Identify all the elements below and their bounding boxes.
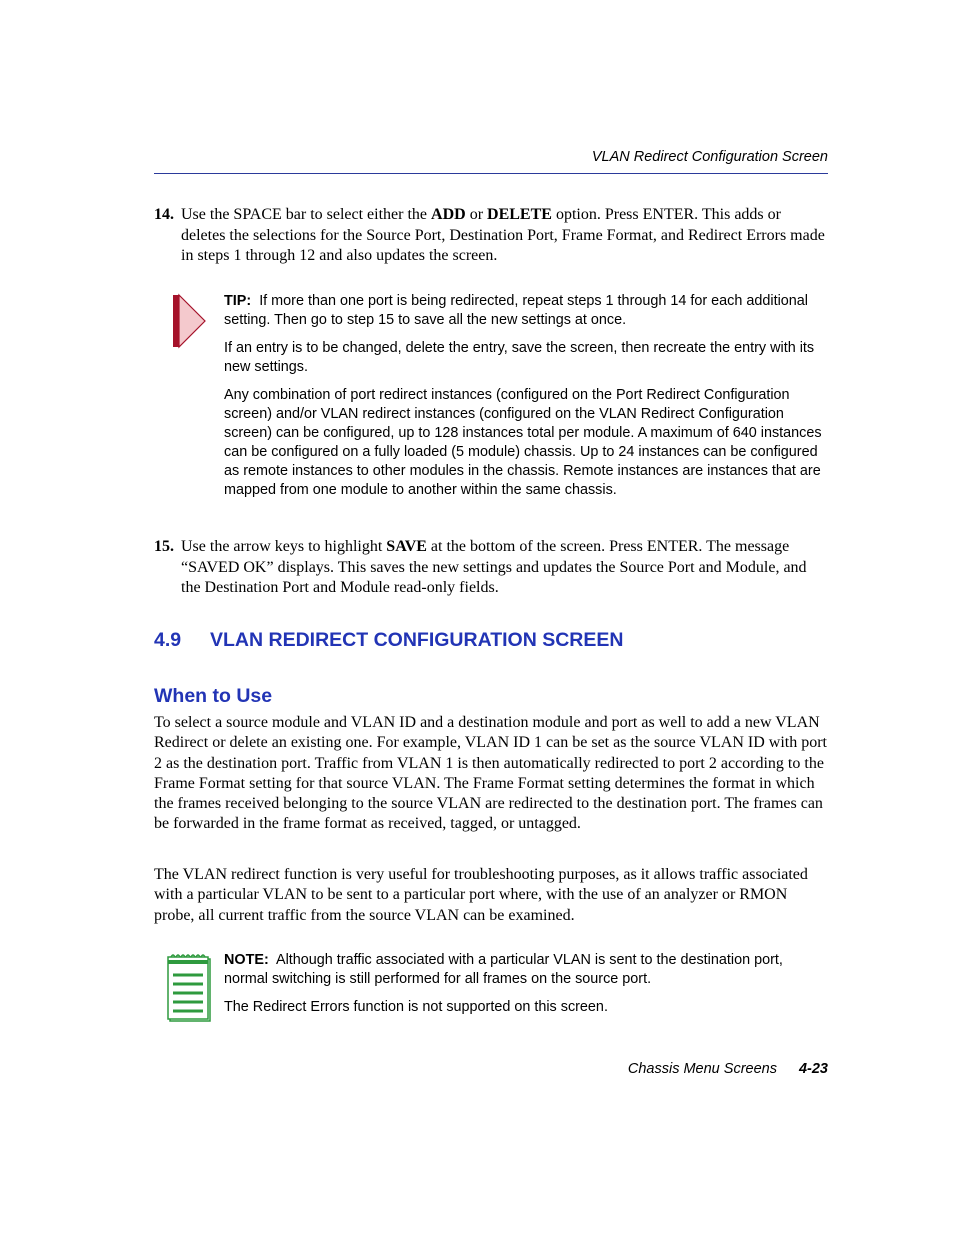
page-footer (628, 1061, 828, 1077)
tip-label: TIP: (224, 293, 252, 309)
section-title: VLAN REDIRECT CONFIGURATION SCREEN (210, 629, 624, 651)
step-14 (154, 205, 828, 267)
step-text-part: or (465, 206, 488, 223)
page-number: 4-23 (798, 1061, 828, 1077)
step-text (181, 537, 828, 599)
step-text-part: Use the SPACE bar to select either the (181, 206, 432, 223)
note-paragraph: The Redirect Errors function is not supported on this screen. (224, 999, 608, 1015)
body-paragraph: To select a source module and VLAN ID and a destination module and port as well to add a new VLAN Redirect or delete an existing one. For example, VLAN ID 1 can be set as the source VLAN ID with port 2 as the destination port. Traffic from VLAN 1 is then automatically redirected to port 2 according to the Frame Format setting for that source VLAN. The Frame Format setting determines the format in which the frames received belonging to the source VLAN are redirected to the destination port. The frames can be forwarded in the frame format as received, tagged, or untagged. (154, 714, 827, 833)
tip-callout (224, 292, 830, 509)
tip-paragraph: If an entry is to be changed, delete the entry, save the screen, then recreate the entry with its new settings. (224, 340, 815, 375)
delete-keyword: DELETE (487, 206, 552, 223)
step-text-part: at the bottom of the screen. Press ENTER. The message “SAVED OK” displays. This saves the new settings and updates the Source Port and Module, and the Destination Port and Module read-only fields. (181, 538, 807, 596)
step-text-part: option. Press ENTER. This adds or deletes the selections for the Source Port, Destination Port, Frame Format, and Redirect Errors made in steps 1 through 12 and also updates the screen. (181, 206, 825, 264)
step-text (181, 205, 828, 267)
section-heading (154, 629, 623, 652)
note-label: NOTE: (224, 952, 269, 968)
step-text-part: Use the arrow keys to highlight (181, 538, 387, 555)
add-keyword: ADD (431, 206, 466, 223)
tip-arrow-icon (171, 292, 207, 350)
tip-text: If more than one port is being redirected, repeat steps 1 through 14 for each additional setting. Then go to step 15 to save all the new settings at once. (224, 293, 808, 328)
notepad-icon (166, 953, 212, 1023)
tip-paragraph (224, 292, 830, 330)
subheading-when-to-use: When to Use (154, 685, 273, 707)
section-number: 4.9 (154, 629, 182, 651)
save-keyword: SAVE (386, 538, 427, 555)
step-15 (154, 537, 828, 599)
running-header: VLAN Redirect Configuration Screen (591, 149, 828, 165)
tip-paragraph: Any combination of port redirect instances (configured on the Port Redirect Configuration screen) and/or VLAN redirect instances (configured on the VLAN Redirect Configuration screen) can be configured, up to 128 instances total per module. A maximum of 640 instances can be configured on a fully loaded (5 module) chassis. Up to 24 instances can be configured as remote instances to other modules in the chassis. Remote instances are instances that are mapped from one module to another within the same chassis. (224, 387, 822, 498)
note-paragraph (224, 951, 830, 989)
note-callout (224, 951, 830, 1026)
step-number: 14. (154, 206, 174, 223)
footer-chapter: Chassis Menu Screens (627, 1061, 777, 1077)
header-rule (154, 173, 828, 174)
body-paragraph: The VLAN redirect function is very useful for troubleshooting purposes, as it allows traffic associated with a particular VLAN to be sent to a particular port where, with the use of an analyzer or RMON probe, all current traffic from the source VLAN can be examined. (154, 866, 808, 924)
step-number: 15. (154, 538, 174, 555)
note-text: Although traffic associated with a particular VLAN is sent to the destination port, normal switching is still performed for all frames on the source port. (224, 952, 783, 987)
